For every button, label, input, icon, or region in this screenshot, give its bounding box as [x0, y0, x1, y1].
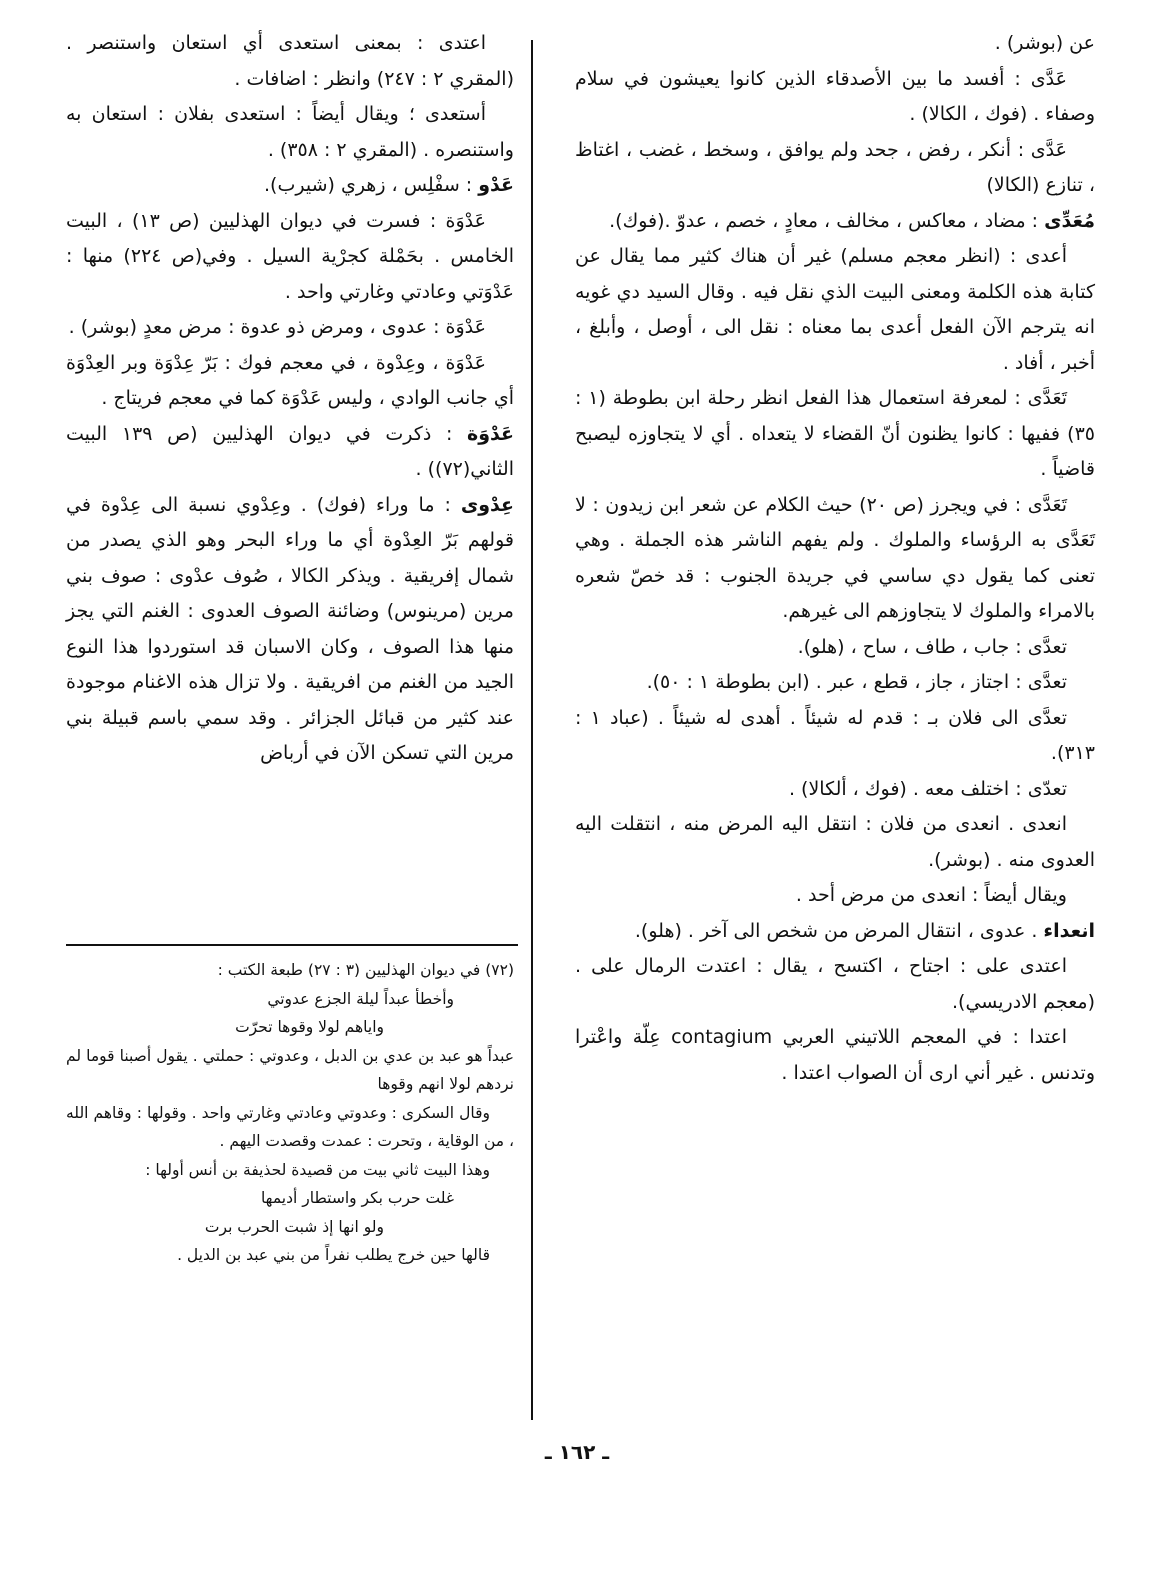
dictionary-entry: عَدْوَة : فسرت في ديوان الهذليين (ص ١٣) ، البيت الخامس . بحَمْلة كجرْية السيل . وفي(ص ٢٢٤) منها : عَدْوَتي وعادتي وغارتي واحد .	[66, 209, 514, 303]
dictionary-entry: عَدْو : سفْلِس ، زهري (شيرب).	[264, 174, 514, 196]
dictionary-entry: ويقال أيضاً : انعدى من مرض أحد .	[795, 884, 1067, 906]
footnotes	[66, 956, 514, 1270]
dictionary-entry: تعدّى : اختلف معه . (فوك ، ألكالا) .	[788, 777, 1067, 800]
dictionary-entry: تَعَدَّى : في ويجرز (ص ٢٠) حيث الكلام عن شعر ابن زيدون : لا تَعَدَّى به الرؤساء والملوك . ولم يفهم الناشر هذه الجملة . وهي تعنى كما يقول دي ساسي في جريدة الجنوب : قد خصّ شعره بالامراء والملوك لا يتجاوزهم الى غيرهم.	[575, 493, 1095, 622]
footnote-line: قالها حين خرج يطلب نفراً من بني عبد بن الديل .	[177, 1246, 490, 1264]
dictionary-entry: عِدْوى : ما وراء (فوك) . وعِدْوي نسبة الى عِدْوة في قولهم بَرّ العِدْوة أي ما وراء البحر وهو الذي يصدر من شمال إفريقية . ويذكر الكالا ، صُوف عدْوى : صوف بني مرين (مرينوس) وضائنة الصوف العدوى : الغنم التي يجز منها هذا الصوف ، وكان الاسبان قد استوردوا هذا النوع الجيد من الغنم من افريقية . ولا تزال هذه الاغنام موجودة عند كثير من قبائل الجزائر . وقد سمي باسم قبيلة بني مرين التي تسكن الآن في أرباض	[66, 493, 514, 764]
right-column	[575, 26, 1095, 1091]
dictionary-entry: أعدى : (انظر معجم مسلم) غير أن هناك كثير مما يقال عن كتابة هذه الكلمة ومعنى البيت الذي نقل فيه . وقال السيد دي غويه انه يترجم الآن الفعل أعدى بما معناه : نقل الى ، أوصل ، وأبلغ ، أخبر ، أفاد .	[575, 245, 1095, 374]
footnote-line: غلت حرب بكر واستطار أديمها	[260, 1189, 454, 1207]
dictionary-entry: تعدَّى : اجتاز ، جاز ، قطع ، عبر . (ابن بطوطة ١ : ٥٠).	[646, 671, 1067, 693]
dictionary-entry: اعتدى على : اجتاح ، اكتسح ، يقال : اعتدت الرمال على . (معجم الادريسي).	[575, 955, 1095, 1013]
dictionary-entry: مُعَدِّى : مضاد ، معاكس ، مخالف ، معادٍ ، خصم ، عدوّ .(فوك).	[609, 209, 1095, 232]
dictionary-entry: عَدْوَة : عدوى ، ومرض ذو عدوة : مرض معدٍ (بوشر) .	[68, 316, 486, 338]
footnote-line: وأخطأ عبداً ليلة الجزع عدوتي	[267, 989, 454, 1008]
dictionary-entry: تعدَّى الى فلان بـ : قدم له شيئاً . أهدى له شيئاً . (عباد ١ : ٣١٣).	[575, 706, 1095, 764]
dictionary-entry: تَعَدَّى : لمعرفة استعمال هذا الفعل انظر رحلة ابن بطوطة (١ : ٣٥) ففيها : كانوا يظنون أنّ القضاء لا يتعداه . أي لا يتجاوزه ليصبح قاضياً .	[575, 387, 1095, 480]
dictionary-entry: عَدَّى : أفسد ما بين الأصدقاء الذين كانوا يعيشون في سلام وصفاء . (فوك ، الكالا) .	[575, 67, 1095, 125]
dictionary-entry: عَدَّى : أنكر ، رفض ، جحد ولم يوافق ، وسخط ، غضب ، اغتاظ ، تنازع (الكالا)	[575, 138, 1095, 196]
dictionary-entry: عَدْوَة ، وعِدْوة ، في معجم فوك : بَرّ عِدْوَة وبر العِدْوَة أي جانب الوادي ، وليس عَدْوَة كما في معجم فريتاج .	[66, 351, 514, 409]
footnote-line: ولو انها إذ شبت الحرب برت	[204, 1217, 384, 1236]
footnote-line: واياهم لولا وقوها تحرّت	[235, 1018, 384, 1036]
footnote-line: وقال السكرى : وعدوتي وعادتي وغارتي واحد . وقولها : وقاهم الله ، من الوقاية ، وتحرت : عمدت وقصدت اليهم .	[66, 1103, 514, 1150]
left-column	[66, 26, 514, 772]
dictionary-entry: اعتدى : بمعنى استعدى أي استعان واستنصر . (المقري ٢ : ٢٤٧) وانظر : اضافات .	[66, 32, 514, 90]
footnote-line: عبداً هو عبد بن عدي بن الدبل ، وعدوتي : حملتي . يقول أصبنا قوما لم نردهم لولا انهم وقوها	[66, 1046, 514, 1093]
dictionary-entry: انعدى . انعدى من فلان : انتقل اليه المرض منه ، انتقلت اليه العدوى منه . (بوشر).	[575, 813, 1095, 871]
dictionary-entry: اعتدا : في المعجم اللاتيني العربي contagium عِلّة واعْترا وتدنس . غير أني ارى أن الصواب اعتدا .	[575, 1026, 1095, 1084]
column-divider	[531, 40, 533, 1420]
dictionary-entry: تعدَّى : جاب ، طاف ، ساح ، (هلو).	[797, 635, 1067, 658]
dictionary-entry: عن (بوشر) .	[994, 32, 1095, 54]
page-number: ـ ١٦٢ ـ	[544, 1440, 610, 1464]
dictionary-entry: عَدْوَة : ذكرت في ديوان الهذليين (ص ١٣٩ البيت الثاني(٧٢)) .	[66, 422, 515, 480]
dictionary-entry: انعداء . عدوى ، انتقال المرض من شخص الى آخر . (هلو).	[634, 919, 1095, 942]
footnote-line: وهذا البيت ثاني بيت من قصيدة لحذيفة بن أنس أولها :	[145, 1160, 490, 1179]
dictionary-entry: أستعدى ؛ ويقال أيضاً : استعدى بفلان : استعان به واستنصره . (المقري ٢ : ٣٥٨) .	[66, 103, 514, 161]
footnote-line: (٧٢) في ديوان الهذليين (٣ : ٢٧) طبعة الكتب :	[217, 961, 514, 979]
footnote-rule	[66, 944, 518, 946]
